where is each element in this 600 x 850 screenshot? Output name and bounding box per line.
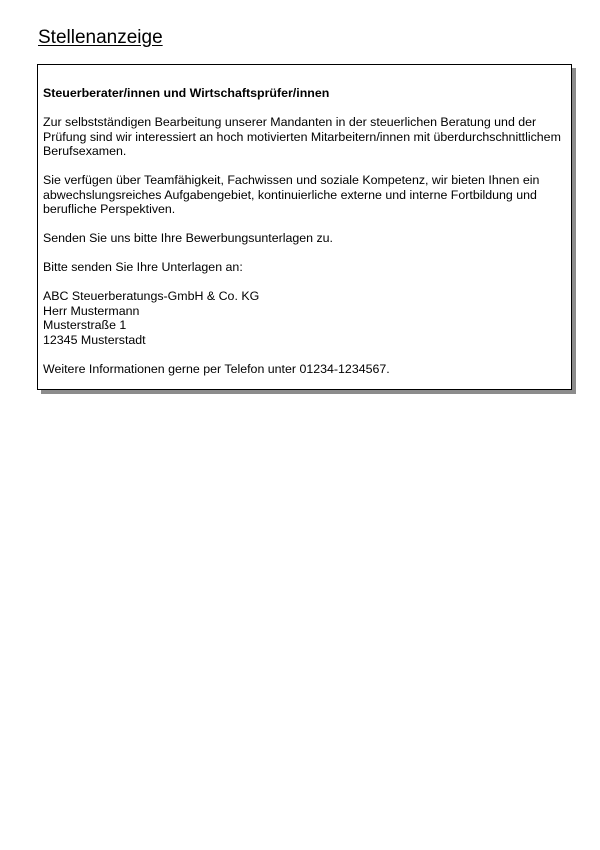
job-ad-contact-info: Weitere Informationen gerne per Telefon unter 01234-1234567.	[43, 361, 390, 376]
address-company: ABC Steuerberatungs-GmbH & Co. KG	[43, 289, 260, 303]
page-title: Stellenanzeige	[38, 27, 163, 48]
job-ad-paragraph-application: Senden Sie uns bitte Ihre Bewerbungsunterlagen zu.	[43, 231, 334, 245]
address-street: Musterstraße 1	[43, 318, 127, 332]
job-ad-paragraph-send-to: Bitte senden Sie Ihre Unterlagen an:	[43, 260, 243, 274]
address-contact: Herr Mustermann	[43, 303, 140, 318]
job-ad-heading: Steuerberater/innen und Wirtschaftsprüfer/innen	[43, 86, 330, 100]
address-city: 12345 Musterstadt	[43, 332, 146, 347]
job-ad-address	[43, 289, 566, 347]
job-ad-paragraph-intro: Zur selbstständigen Bearbeitung unserer Mandanten in der steuerlichen Beratung und der Prüfung sind wir interessiert an hoch motivierten Mitarbeitern/innen mit überdurchschnittlichem Berufsexamen.	[43, 115, 561, 158]
job-ad-paragraph-requirements: Sie verfügen über Teamfähigkeit, Fachwissen und soziale Kompetenz, wir bieten Ihnen ein abwechslungsreiches Aufgabengebiet, kontinuierliche externe und interne Fortbildung und berufliche Perspektiven.	[43, 173, 540, 216]
job-ad-box	[37, 64, 572, 390]
